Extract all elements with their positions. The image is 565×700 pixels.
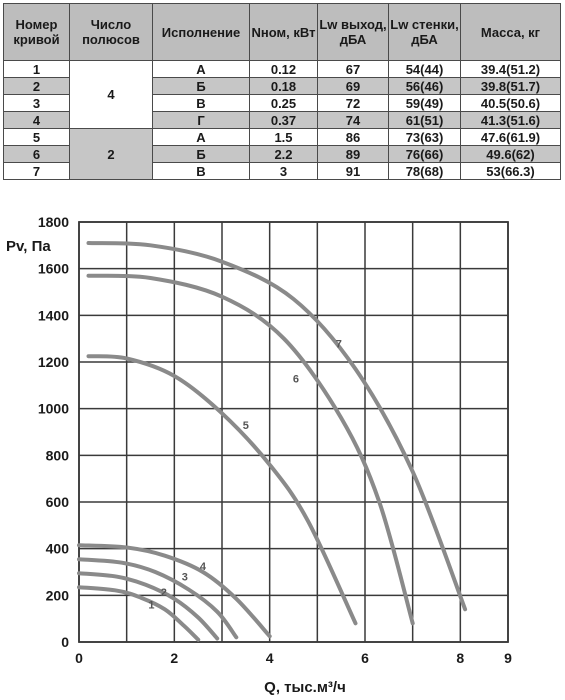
cell-version: Г [153,112,250,129]
header-lw-wall: Lw стенки, дБА [389,4,461,61]
curve-label: 5 [242,420,249,432]
cell-mass: 39.4(51.2) [461,61,561,78]
cell-mass: 47.6(61.9) [461,129,561,146]
y-tick-label: 1000 [37,400,69,417]
cell-lw-out: 72 [318,95,389,112]
cell-lw-out: 89 [318,146,389,163]
y-tick-label: 0 [61,634,69,650]
header-lw-outlet: Lw выход, дБА [318,4,389,61]
cell-version: Б [153,78,250,95]
curve-label: 2 [160,586,167,599]
cell-lw-wall: 54(44) [389,61,461,78]
x-tick-label: 0 [75,650,83,666]
y-tick-label: 800 [45,447,69,464]
header-mass: Масса, кг [461,4,561,61]
curve-label: 4 [199,561,206,574]
cell-mass: 39.8(51.7) [461,78,561,95]
cell-version: В [153,95,250,112]
table-header-row [4,4,561,61]
cell-curve: 2 [4,78,70,95]
y-tick-label: 400 [45,540,69,557]
cell-version: А [153,61,250,78]
cell-power: 2.2 [250,146,318,163]
x-tick-label: 6 [361,650,369,666]
cell-mass: 53(66.3) [461,163,561,180]
cell-lw-out: 86 [318,129,389,146]
cell-power: 0.37 [250,112,318,129]
x-tick-label: 2 [170,650,179,666]
pressure-flow-chart [0,205,565,700]
y-tick-label: 200 [45,587,69,604]
cell-version: В [153,163,250,180]
y-tick-label: 1200 [37,354,69,370]
cell-lw-wall: 61(51) [389,112,461,129]
cell-version: Б [153,146,250,163]
cell-power: 3 [250,163,318,180]
curve-line-7 [89,243,466,609]
cell-lw-out: 67 [318,61,389,78]
table-row [4,61,561,78]
cell-lw-out: 91 [318,163,389,180]
y-tick-label: 1400 [37,307,69,324]
table-row [4,129,561,146]
cell-curve: 1 [4,61,70,78]
cell-lw-wall: 76(66) [389,146,461,163]
curve-line-3 [79,559,236,637]
y-tick-label: 600 [45,494,69,510]
cell-lw-out: 69 [318,78,389,95]
cell-power: 0.12 [250,61,318,78]
cell-curve: 6 [4,146,70,163]
cell-lw-wall: 73(63) [389,129,461,146]
cell-lw-wall: 56(46) [389,78,461,95]
cell-lw-out: 74 [318,112,389,129]
curve-line-6 [89,276,413,624]
cell-poles-group: 2 [70,129,153,180]
y-tick-label: 1600 [37,260,69,277]
cell-power: 0.18 [250,78,318,95]
curve-label: 3 [181,571,188,584]
cell-mass: 49.6(62) [461,146,561,163]
cell-power: 1.5 [250,129,318,146]
curve-label: 1 [148,599,155,612]
spec-table [3,3,561,180]
x-tick-label: 8 [456,650,465,666]
cell-lw-wall: 78(68) [389,163,461,180]
x-tick-label: 9 [504,650,512,666]
cell-curve: 5 [4,129,70,146]
cell-mass: 40.5(50.6) [461,95,561,112]
cell-poles-group: 4 [70,61,153,129]
cell-mass: 41.3(51.6) [461,112,561,129]
y-axis-label: Pv, Па [6,238,51,255]
curve-label: 7 [335,338,342,351]
cell-curve: 4 [4,112,70,129]
header-curve-number: Номер кривой [4,4,70,61]
cell-version: А [153,129,250,146]
cell-curve: 3 [4,95,70,112]
header-rated-power: Nном, кВт [250,4,318,61]
cell-lw-wall: 59(49) [389,95,461,112]
cell-power: 0.25 [250,95,318,112]
plot-frame [79,222,508,642]
y-tick-label: 1800 [37,214,69,230]
curve-label: 6 [292,373,299,386]
header-pole-count: Число полюсов [70,4,153,61]
cell-curve: 7 [4,163,70,180]
x-tick-label: 4 [265,650,274,666]
x-axis-label: Q, тыс.м³/ч [264,679,346,696]
header-version: Исполнение [153,4,250,61]
